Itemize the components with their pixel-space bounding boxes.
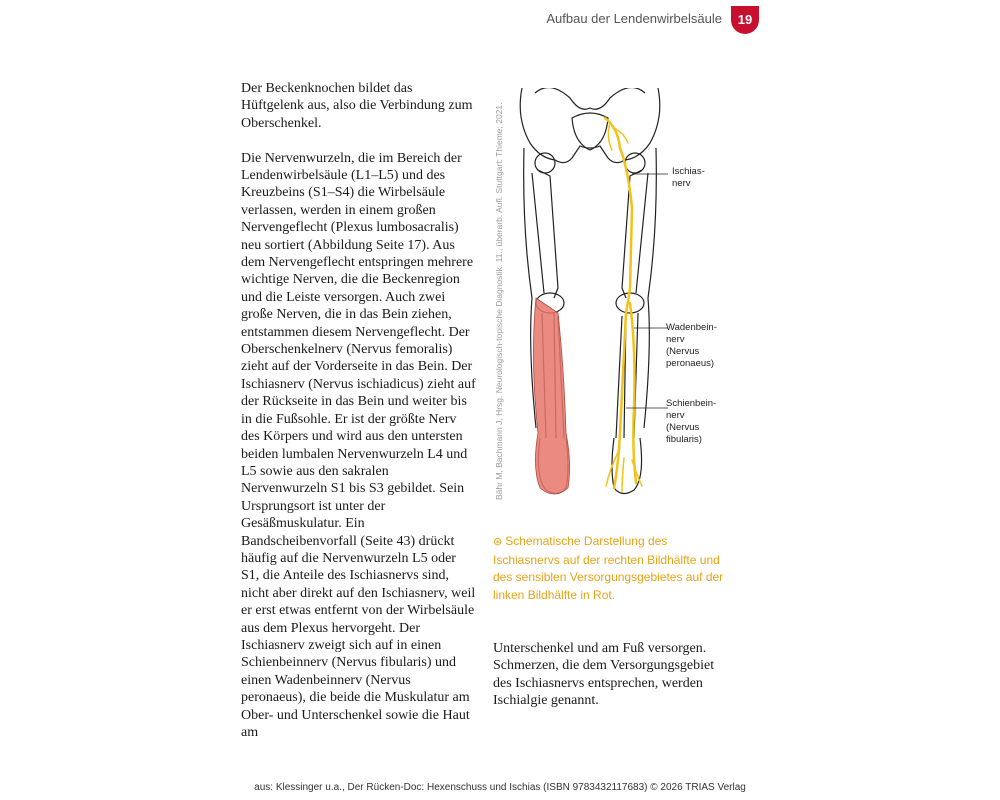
label-line: fibularis) [666, 434, 702, 445]
left-femur [532, 170, 558, 298]
label-line: peronaeus) [666, 358, 715, 369]
label-line: Ischias- [672, 166, 705, 177]
left-text-column [241, 80, 476, 759]
anatomy-figure [510, 88, 670, 508]
figure-caption [493, 533, 728, 604]
sensory-area [533, 298, 569, 494]
pelvis-outline [520, 88, 660, 163]
peroneal-nerve [630, 303, 636, 483]
paragraph: Der Beckenknochen bildet das Hüftgelenk aus, also die Verbindung zum Oberschenkel. [241, 81, 473, 131]
right-femur [622, 170, 648, 298]
image-credit-text: Bähr M, Bachmann J, Hrsg. Neurologisch-topische Diagnostik. 11., überarb. Aufl. Stuttgart: Thieme; 2021. [494, 102, 504, 500]
paragraph: Unterschenkel und am Fuß versorgen. Schmerzen, die dem Versorgungsgebiet des Ischiasnervs entsprechen, werden Ischialgie genannt. [493, 641, 715, 709]
paragraph: Die Nervenwurzeln, die im Bereich der Lendenwirbelsäule (L1–L5) und des Kreuzbeins (S1–S4) die Wirbelsäule verlassen, werden in einem großen Nervengeflecht (Plexus lumbosacralis) neu sortiert (Abbildung Seite 17). Aus dem Nervengeflecht entspringen mehrere wichtige Nerven, die die Beckenregion und die Leiste versorgen. Auch zwei große Nerven, die in das Bein ziehen, entstammen diesem Nervengeflecht. Der Oberschenkelnerv (Nervus femoralis) zieht auf der Vorderseite in das Bein. Der Ischiasnerv (Nervus ischiadicus) zieht auf der Rückseite in das Bein und weiter bis in die Fußsohle. Er ist der größte Nerv des Körpers und wird aus den untersten beiden lumbalen Nervenwurzeln L4 und L5 sowie aus den sakralen Nervenwurzeln S1 bis S3 gebildet. Sein Ursprungsort ist unter der Gesäßmuskulatur. Ein Bandscheibenvorfall (Seite 43) drückt häufig auf die Nervenwurzeln L5 oder S1, die Anteile des Ischiasnervs sind, nicht aber direkt auf den Ischiasnerv, weil er erst etwas entfernt von der Wirbelsäule aus dem Plexus hervorgeht. Der Ischiasnerv zweigt sich auf in einen Schienbeinnerv (Nervus fibularis) und einen Wadenbeinnerv (Nervus peronaeus), die beide die Muskulatur am Ober- und Unterschenkel sowie die Haut am [241, 150, 476, 741]
circle-arrow-icon: ⊛ [493, 536, 503, 548]
source-footer: aus: Klessinger u.a., Der Rücken-Doc: Hexenschuss und Ischias (ISBN 9783432117683) © 2026 TRIAS Verlag [254, 782, 746, 793]
label-line: nerv [672, 178, 691, 189]
right-text-column [493, 640, 728, 710]
page-number-badge: 19 [731, 6, 759, 34]
label-line: (Nervus [666, 346, 700, 357]
running-title: Aufbau der Lendenwirbelsäule [546, 11, 722, 26]
label-line: nerv [666, 334, 685, 345]
label-ischiasnerv [672, 166, 705, 190]
leg-nerve-illustration [510, 88, 670, 508]
label-schienbeinnerv [666, 398, 716, 446]
sciatic-nerve [605, 118, 632, 313]
label-line: nerv [666, 410, 685, 421]
label-line: (Nervus [666, 422, 700, 433]
label-line: Schienbein- [666, 398, 717, 409]
label-wadenbeinnerv [666, 322, 717, 370]
iliac-crest [535, 88, 645, 109]
caption-text: Schematische Darstellung des Ischiasnervs auf der rechten Bildhälfte und des sensiblen Versorgungsgebietes auf der linken Bildhälfte in Rot. [493, 534, 724, 602]
sacrum [572, 113, 608, 150]
label-line: Wadenbein- [666, 322, 717, 333]
image-credit [494, 100, 508, 500]
